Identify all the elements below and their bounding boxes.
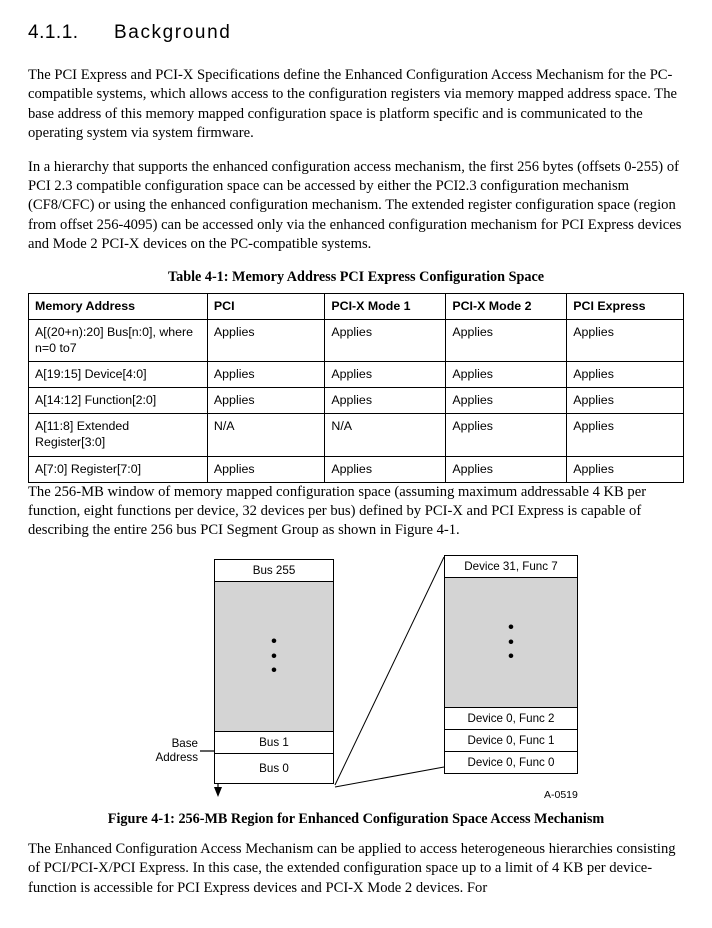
table-row [29, 456, 684, 482]
figure-caption: Figure 4-1: 256-MB Region for Enhanced Configuration Space Access Mechanism [107, 810, 605, 827]
figure-cell-device-31-func-7: Device 31, Func 7 [445, 556, 577, 578]
cell-memory-address: A[7:0] Register[7:0] [29, 456, 208, 482]
cell-pci-express: Applies [567, 388, 684, 414]
cell-memory-address: A[19:15] Device[4:0] [29, 362, 208, 388]
vertical-ellipsis-icon: • • • [508, 617, 514, 666]
cell-pcix-mode-1: Applies [325, 456, 446, 482]
cell-pcix-mode-1: Applies [325, 388, 446, 414]
memory-address-table [28, 293, 684, 483]
table-row [29, 414, 684, 456]
figure-cell-device-0-func-1: Device 0, Func 1 [445, 730, 577, 752]
figure-bus-column [214, 559, 334, 784]
figure-cell-device-ellipsis [445, 578, 577, 708]
cell-pci: Applies [207, 388, 324, 414]
column-header-pcix-mode-1: PCI-X Mode 1 [325, 293, 446, 319]
cell-pci: Applies [207, 456, 324, 482]
page-content [28, 22, 684, 912]
figure-connector-lines [28, 555, 684, 805]
table-row [29, 388, 684, 414]
column-header-pci: PCI [207, 293, 324, 319]
column-header-memory-address: Memory Address [29, 293, 208, 319]
cell-pci-express: Applies [567, 414, 684, 456]
section-number: 4.1.1. [28, 22, 79, 43]
cell-pci: N/A [207, 414, 324, 456]
figure-cell-device-0-func-2: Device 0, Func 2 [445, 708, 577, 730]
cell-pcix-mode-2: Applies [446, 362, 567, 388]
paragraph-1: The PCI Express and PCI-X Specifications define the Enhanced Configuration Access Mechanism for the PC-compatible systems, which allows access to the configuration registers via memory mapped address space. The base address of this memory mapped configuration space is platform specific and is communicated to the operating system via system firmware. [28, 67, 677, 142]
section-title: Background [114, 22, 232, 43]
base-address-label [132, 737, 198, 765]
base-address-label-line1: Base [171, 736, 198, 750]
column-header-pci-express: PCI Express [567, 293, 684, 319]
cell-pci-express: Applies [567, 319, 684, 361]
table-header-row [29, 293, 684, 319]
cell-pcix-mode-1: Applies [325, 362, 446, 388]
paragraph-4: The Enhanced Configuration Access Mechanism can be applied to access heterogeneous hierarchies consisting of PCI/PCI-X/PCI Express. In this case, the extended configuration space up to a limit of 4 KB per device-function is accessible for PCI Express devices and PCI-X Mode 2 devices. For [28, 840, 676, 896]
cell-pcix-mode-2: Applies [446, 319, 567, 361]
cell-pci: Applies [207, 319, 324, 361]
cell-memory-address: A[11:8] Extended Register[3:0] [29, 414, 208, 456]
base-address-label-line2: Address [155, 750, 198, 764]
cell-memory-address: A[14:12] Function[2:0] [29, 388, 208, 414]
cell-pci-express: Applies [567, 362, 684, 388]
column-header-pcix-mode-2: PCI-X Mode 2 [446, 293, 567, 319]
figure-cell-bus-255: Bus 255 [215, 560, 333, 582]
figure-4-1 [28, 555, 684, 805]
table-row [29, 319, 684, 361]
figure-device-column [444, 555, 578, 774]
figure-code: A-0519 [544, 788, 578, 801]
cell-memory-address: A[(20+n):20] Bus[n:0], where n=0 to7 [29, 319, 208, 361]
cell-pcix-mode-2: Applies [446, 456, 567, 482]
table-row [29, 362, 684, 388]
paragraph-3: The 256-MB window of memory mapped configuration space (assuming maximum addressable 4 KB per function, eight functions per device, 32 devices per bus) defined by PCI-X and PCI Express is capable of describing the entire 256 bus PCI Segment Group as shown in Figure 4-1. [28, 483, 647, 539]
figure-cell-bus-ellipsis [215, 582, 333, 732]
paragraph-2: In a hierarchy that supports the enhanced configuration access mechanism, the first 256 bytes (offsets 0-255) of PCI 2.3 compatible configuration space can be accessed by either the PCI2.3 configuration mechanism (CF8/CFC) or using the enhanced configuration mechanism. The extended register configuration space (region from offset 256-4095) can be accessed only via the enhanced configuration mechanism for PCI Express devices and Mode 2 PCI-X devices on the PC-compatible systems. [28, 158, 682, 253]
cell-pci: Applies [207, 362, 324, 388]
page-title [28, 22, 684, 44]
table-caption: Table 4-1: Memory Address PCI Express Configuration Space [167, 268, 545, 285]
cell-pcix-mode-1: Applies [325, 319, 446, 361]
cell-pcix-mode-1: N/A [325, 414, 446, 456]
figure-cell-bus-1: Bus 1 [215, 732, 333, 754]
figure-cell-bus-0: Bus 0 [215, 754, 333, 783]
cell-pci-express: Applies [567, 456, 684, 482]
figure-cell-device-0-func-0: Device 0, Func 0 [445, 752, 577, 773]
cell-pcix-mode-2: Applies [446, 414, 567, 456]
cell-pcix-mode-2: Applies [446, 388, 567, 414]
vertical-ellipsis-icon: • • • [271, 631, 277, 680]
